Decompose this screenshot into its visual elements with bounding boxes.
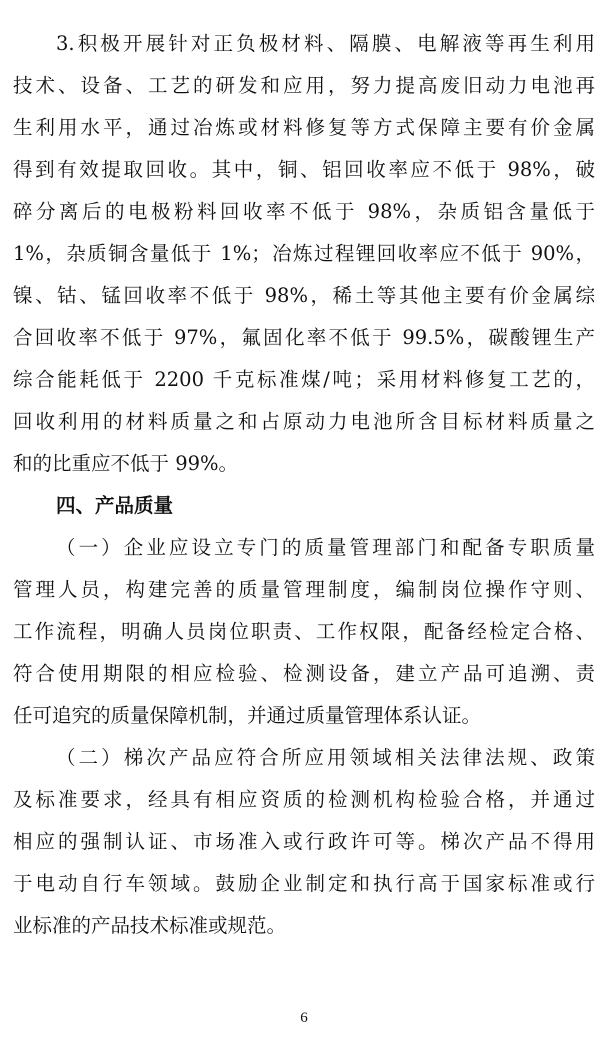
paragraph-line: 1%，杂质铜含量低于 1%；冶炼过程锂回收率应不低于 90%， (13, 242, 595, 265)
paragraph-line: 及标准要求，经具有相应资质的检测机构检验合格，并通过 (13, 788, 595, 811)
paragraph-line: 生利用水平，通过冶炼或材料修复等方式保障主要有价金属 (13, 116, 595, 139)
paragraph-line: 得到有效提取回收。其中，铜、铝回收率应不低于 98%，破 (13, 158, 595, 181)
paragraph-line: 任可追究的质量保障机制，并通过质量管理体系认证。 (13, 704, 482, 727)
paragraph-line: 技术、设备、工艺的研发和应用，努力提高废旧动力电池再 (13, 74, 595, 97)
paragraph-line: 业标准的产品技术标准或规范。 (13, 914, 287, 937)
paragraph-line: 于电动自行车领域。鼓励企业制定和执行高于国家标准或行 (13, 872, 595, 895)
paragraph-line: 3.积极开展针对正负极材料、隔膜、电解液等再生利用 (56, 32, 595, 55)
section-heading: 四、产品质量 (56, 494, 174, 517)
paragraph-line: 合回收率不低于 97%，氟固化率不低于 99.5%，碳酸锂生产 (13, 326, 595, 349)
paragraph-line: （二）梯次产品应符合所应用领域相关法律法规、政策 (56, 746, 595, 769)
paragraph-line: 回收利用的材料质量之和占原动力电池所含目标材料质量之 (13, 410, 595, 433)
paragraph-line: 相应的强制认证、市场准入或行政许可等。梯次产品不得用 (13, 830, 595, 853)
paragraph-line: 碎分离后的电极粉料回收率不低于 98%，杂质铝含量低于 (13, 200, 595, 223)
paragraph-line: 符合使用期限的相应检验、检测设备，建立产品可追溯、责 (13, 662, 595, 685)
paragraph-line: 工作流程，明确人员岗位职责、工作权限，配备经检定合格、 (13, 620, 595, 643)
paragraph-line: 综合能耗低于 2200 千克标准煤/吨；采用材料修复工艺的， (13, 368, 595, 391)
paragraph-line: 管理人员，构建完善的质量管理制度，编制岗位操作守则、 (13, 578, 595, 601)
paragraph-line: 和的比重应不低于 99%。 (13, 452, 239, 475)
paragraph-line: （一）企业应设立专门的质量管理部门和配备专职质量 (56, 536, 595, 559)
page-number: 6 (300, 1010, 308, 1026)
paragraph-line: 镍、钴、锰回收率不低于 98%，稀土等其他主要有价金属综 (13, 284, 595, 307)
